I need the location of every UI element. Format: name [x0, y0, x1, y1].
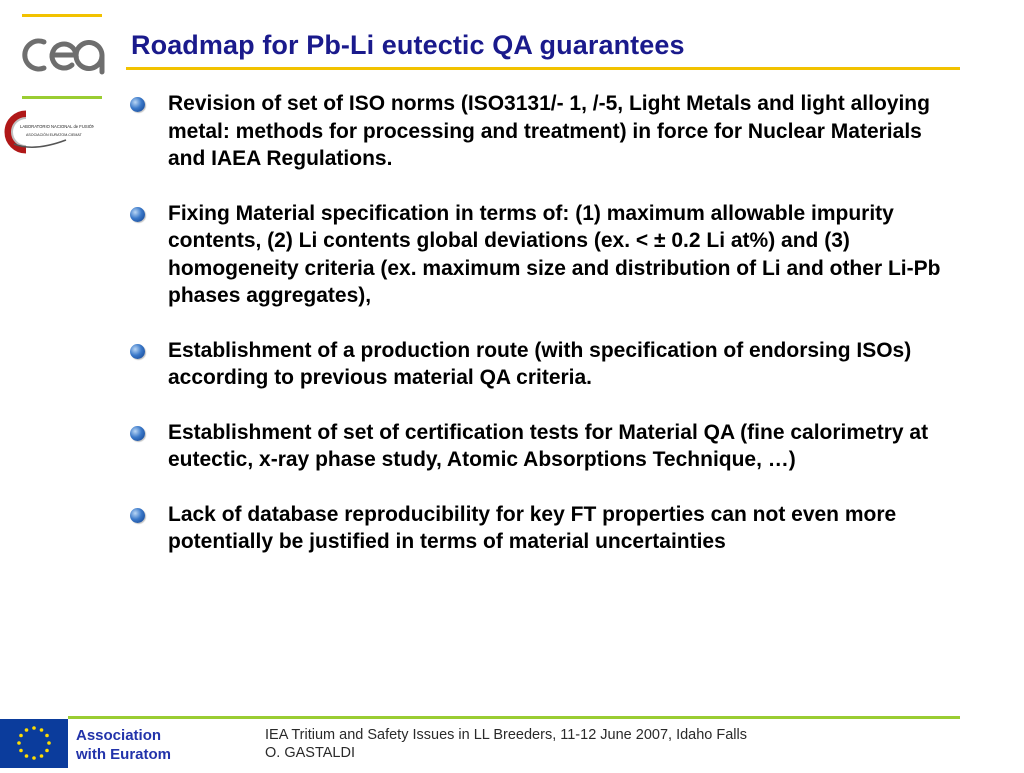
bullet-list — [130, 90, 950, 556]
author-line: O. GASTALDI — [265, 745, 355, 761]
bullet-icon — [130, 97, 145, 112]
fusion-lab-logo — [4, 110, 94, 154]
association-line-1: Association — [76, 727, 162, 744]
logo-bottom-bar — [22, 96, 102, 99]
bullet-text: Establishment of a production route (with specification of endorsing ISOs) according to previous material QA criteria. — [168, 338, 912, 389]
lab-logo-text-top: LABORATORIO NACIONAL de FUSIÓN — [20, 124, 94, 129]
conference-line: IEA Tritium and Safety Issues in LL Breeders, 11-12 June 2007, Idaho Falls — [265, 727, 747, 743]
bullet-item — [130, 200, 950, 310]
bullet-icon — [130, 207, 145, 222]
bullet-text: Revision of set of ISO norms (ISO3131/- 1, /-5, Light Metals and light alloying metal: methods for processing and treatment) in force for Nuclear Materials and IAEA Regulations. — [168, 92, 930, 170]
bullet-item — [130, 337, 950, 392]
conference-info — [265, 726, 747, 762]
bullet-item — [130, 419, 950, 474]
bullet-text: Establishment of set of certification tests for Material QA (fine calorimetry at eutectic, x-ray phase study, Atomic Absorptions Technique, …) — [168, 420, 929, 471]
bullet-item — [130, 501, 950, 556]
bullet-text: Lack of database reproducibility for key FT properties can not even more potentially be justified in terms of material uncertainties — [168, 502, 897, 553]
bullet-icon — [130, 508, 145, 523]
cea-wordmark-icon — [18, 32, 106, 78]
bullet-item — [130, 90, 950, 173]
footer-rule — [68, 716, 960, 719]
svg-text:cea: cea — [62, 76, 64, 77]
title-underline — [126, 67, 960, 70]
bullet-text: Fixing Material specification in terms of: (1) maximum allowable impurity contents, (2) Li contents global deviations (ex. < ± 0.2 Li at%) and (3) homogeneity criteria (ex. maximum size and distribution of Li and other Li-Pb phases aggregates), — [168, 201, 941, 307]
association-label — [76, 726, 171, 764]
logo-top-bar — [22, 14, 102, 17]
association-line-2: with Euratom — [76, 746, 172, 763]
bullet-icon — [130, 426, 145, 441]
cea-logo — [18, 14, 106, 100]
lab-logo-text-bottom: ASOCIACIÓN EURATOM-CIEMAT — [26, 133, 82, 137]
slide-title: Roadmap for Pb-Li eutectic QA guarantees — [131, 30, 685, 60]
bullet-icon — [130, 344, 145, 359]
eu-flag-icon — [0, 719, 68, 768]
